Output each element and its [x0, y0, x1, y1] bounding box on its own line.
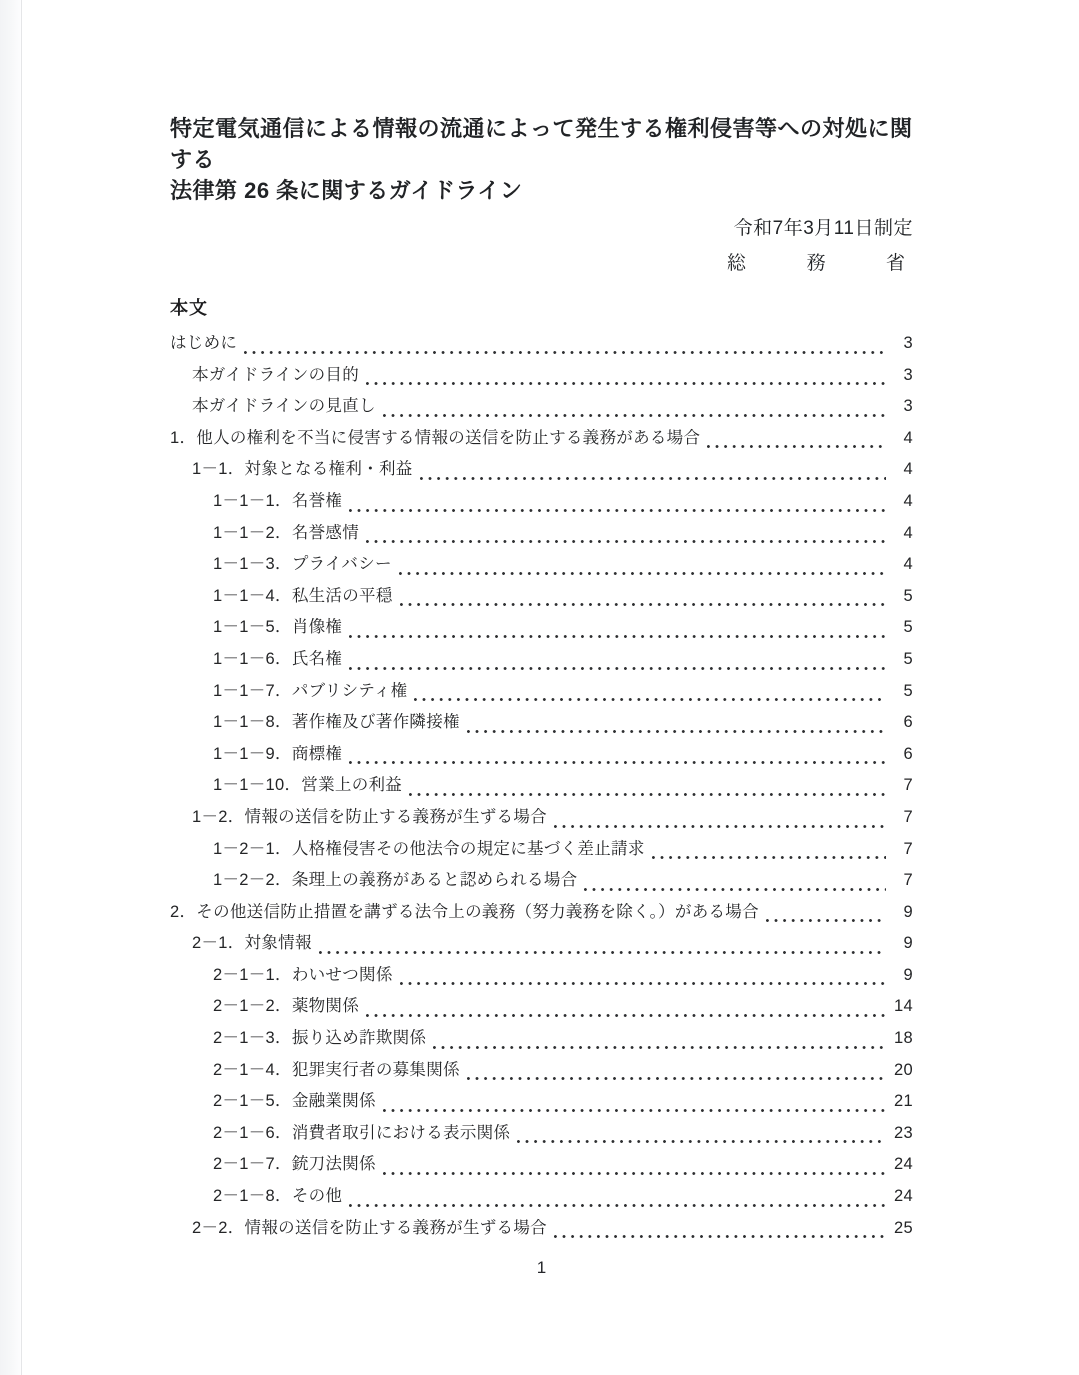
toc-entry-label: 2－1－7．銃刀法関係 — [213, 1155, 376, 1174]
toc-entry — [170, 991, 913, 1023]
toc-entry — [170, 518, 913, 550]
dot-leader — [399, 549, 886, 575]
dot-leader — [383, 1086, 886, 1112]
toc-entry — [170, 360, 913, 392]
dot-leader — [766, 897, 886, 923]
toc-entry-page: 23 — [894, 1123, 913, 1142]
toc-entry-label: 1－1－7．パブリシティ権 — [213, 681, 408, 700]
toc-entry-label: 2．その他送信防止措置を講ずる法令上の義務（努力義務を除く。）がある場合 — [170, 902, 759, 921]
dot-leader — [319, 928, 886, 954]
toc-entry-label: 2－1－8．その他 — [213, 1187, 343, 1206]
dot-leader — [554, 802, 886, 828]
toc-entry-page: 5 — [903, 681, 913, 700]
toc-entry — [170, 897, 913, 929]
toc-entry-page: 5 — [903, 586, 913, 605]
page-left-edge-shadow — [0, 0, 22, 1375]
toc-entry-label: 1－1－4．私生活の平穏 — [213, 586, 393, 605]
dot-leader — [383, 391, 886, 417]
toc-entry — [170, 1213, 913, 1245]
toc-entry-page: 5 — [903, 618, 913, 637]
toc-entry-page: 4 — [903, 460, 913, 479]
toc-entry — [170, 423, 913, 455]
toc-entry-page: 20 — [894, 1060, 913, 1079]
toc-entry-page: 21 — [894, 1092, 913, 1111]
ministry-char: 省 — [885, 253, 905, 274]
document-title — [170, 113, 915, 206]
toc-entry — [170, 928, 913, 960]
dot-leader — [349, 739, 886, 765]
toc-list — [170, 328, 913, 1244]
dot-leader — [244, 328, 886, 354]
dot-leader — [409, 770, 886, 796]
toc-entry-page: 25 — [894, 1218, 913, 1237]
toc-entry-label: 2－1－4．犯罪実行者の募集関係 — [213, 1060, 460, 1079]
toc-entry-page: 4 — [903, 523, 913, 542]
dot-leader — [584, 865, 886, 891]
toc-entry-label: 1－1－6．氏名権 — [213, 649, 343, 668]
dot-leader — [349, 644, 886, 670]
page-number: 1 — [536, 1258, 547, 1277]
dot-leader — [366, 518, 886, 544]
toc-entry — [170, 707, 913, 739]
toc-entry-page: 5 — [903, 649, 913, 668]
toc-entry-label: 2－1－3．振り込め詐欺関係 — [213, 1029, 427, 1048]
toc-entry-label: 本ガイドラインの見直し — [192, 397, 376, 416]
dot-leader — [383, 1149, 886, 1175]
toc-entry — [170, 834, 913, 866]
dot-leader — [366, 360, 886, 386]
toc-entry-page: 6 — [903, 713, 913, 732]
toc-entry — [170, 612, 913, 644]
toc-entry-label: 1－1－10．営業上の利益 — [213, 776, 403, 795]
toc-entry-label: 2－1．対象情報 — [192, 934, 312, 953]
toc-entry — [170, 1023, 913, 1055]
toc-entry-label: 1－1．対象となる権利・利益 — [192, 460, 413, 479]
toc-entry-label: 1－2－2．条理上の義務があると認められる場合 — [213, 871, 578, 890]
toc-entry-label: 2－1－5．金融業関係 — [213, 1092, 376, 1111]
toc-entry-page: 7 — [903, 839, 913, 858]
toc-entry-page: 7 — [903, 871, 913, 890]
dot-leader — [349, 612, 886, 638]
toc-entry-page: 4 — [903, 491, 913, 510]
toc-entry-label: 1－1－2．名誉感情 — [213, 523, 360, 542]
dot-leader — [420, 454, 886, 480]
toc-entry-label: 1－2－1．人格権侵害その他法令の規定に基づく差止請求 — [213, 839, 645, 858]
dot-leader — [707, 423, 886, 449]
toc-entry — [170, 770, 913, 802]
toc-entry — [170, 486, 913, 518]
enactment-date: 令和7年3月11日制定 — [733, 218, 913, 239]
toc-entry-label: 2－1－2．薬物関係 — [213, 997, 360, 1016]
ministry-name — [713, 248, 913, 275]
toc-entry — [170, 454, 913, 486]
dot-leader — [366, 991, 886, 1017]
toc-entry-label: 1－1－5．肖像権 — [213, 618, 343, 637]
dot-leader — [414, 676, 886, 702]
toc-entry-label: 1－1－3．プライバシー — [213, 555, 392, 574]
toc-entry-label: 1－1－8．著作権及び著作隣接権 — [213, 713, 460, 732]
toc-entry — [170, 1149, 913, 1181]
toc-entry — [170, 960, 913, 992]
body-heading: 本文 — [170, 298, 208, 318]
toc-entry-label: 2－2．情報の送信を防止する義務が生ずる場合 — [192, 1218, 547, 1237]
toc-entry — [170, 328, 913, 360]
toc-entry-page: 7 — [903, 807, 913, 826]
toc-entry — [170, 549, 913, 581]
ministry-char: 総 — [727, 253, 747, 274]
dot-leader — [433, 1023, 886, 1049]
toc-entry — [170, 865, 913, 897]
toc-entry-page: 3 — [903, 365, 913, 384]
toc-entry-page: 14 — [894, 997, 913, 1016]
toc-entry-label: 1．他人の権利を不当に侵害する情報の送信を防止する義務がある場合 — [170, 428, 701, 447]
toc-entry-page: 9 — [903, 934, 913, 953]
ministry-char: 務 — [806, 253, 826, 274]
document-title-line2: 法律第 26 条に関するガイドライン — [170, 178, 523, 203]
dot-leader — [554, 1213, 886, 1239]
toc-entry-page: 6 — [903, 744, 913, 763]
toc-entry — [170, 676, 913, 708]
dot-leader — [349, 1181, 886, 1207]
toc-entry-page: 7 — [903, 776, 913, 795]
toc-entry — [170, 1181, 913, 1213]
dot-leader — [349, 486, 886, 512]
dot-leader — [467, 1055, 886, 1081]
toc-entry-label: 本ガイドラインの目的 — [192, 365, 360, 384]
toc-entry-label: 2－1－6．消費者取引における表示関係 — [213, 1123, 511, 1142]
byline — [713, 213, 913, 275]
toc-entry-label: 1－1－9．商標権 — [213, 744, 343, 763]
dot-leader — [652, 834, 886, 860]
toc-entry — [170, 1118, 913, 1150]
toc-entry-page: 3 — [903, 397, 913, 416]
toc-entry — [170, 391, 913, 423]
toc-entry — [170, 1086, 913, 1118]
toc-entry-page: 4 — [903, 428, 913, 447]
toc-entry-page: 3 — [903, 334, 913, 352]
toc-entry-page: 4 — [903, 555, 913, 574]
toc-entry-label: 2－1－1．わいせつ関係 — [213, 965, 393, 984]
toc-entry-page: 9 — [903, 965, 913, 984]
toc-entry-label: 1－1－1．名誉権 — [213, 491, 343, 510]
toc-entry-page: 24 — [894, 1187, 913, 1206]
toc-entry-page: 9 — [903, 902, 913, 921]
toc-entry-label: 1－2．情報の送信を防止する義務が生ずる場合 — [192, 807, 547, 826]
dot-leader — [400, 960, 886, 986]
document-title-line1: 特定電気通信による情報の流通によって発生する権利侵害等への対処に関する — [170, 116, 913, 172]
toc-entry — [170, 644, 913, 676]
toc-entry-page: 24 — [894, 1155, 913, 1174]
toc-entry — [170, 1055, 913, 1087]
toc-entry — [170, 581, 913, 613]
toc-entry — [170, 739, 913, 771]
dot-leader — [517, 1118, 886, 1144]
dot-leader — [400, 581, 886, 607]
toc-entry-label: はじめに — [170, 334, 238, 352]
toc-entry — [170, 802, 913, 834]
dot-leader — [467, 707, 886, 733]
toc-entry-page: 18 — [894, 1029, 913, 1048]
